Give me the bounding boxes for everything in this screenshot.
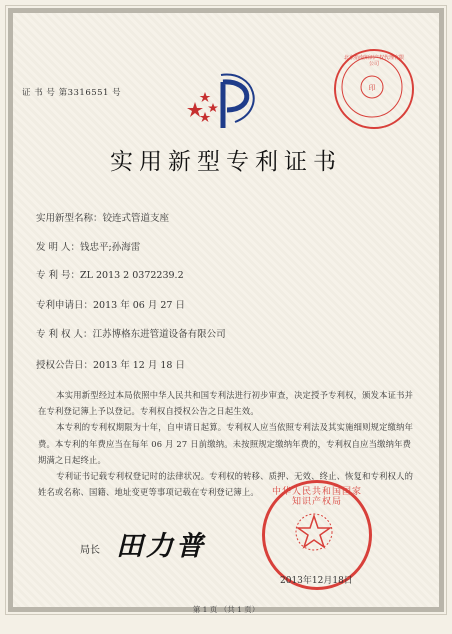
page-footer: 第 1 页 （共 1 页） (192, 605, 260, 614)
field-row (36, 267, 184, 281)
field-row (36, 239, 140, 253)
field-label: 专 利 权 人： (36, 329, 93, 340)
field-value: 2013 年 06 月 27 日 (93, 300, 185, 311)
field-row (36, 357, 185, 371)
field-row (36, 297, 185, 311)
body-paragraph: 本实用新型经过本局依照中华人民共和国专利法进行初步审查，决定授予专利权，颁发本证书并在专利登记簿上予以登记。专利权自授权公告之日起生效。 (38, 390, 414, 417)
field-label: 专 利 号： (36, 270, 81, 281)
field-label: 专利申请日： (36, 300, 94, 311)
seal-date: 2013年12月18日 (280, 576, 353, 586)
field-row (36, 326, 226, 340)
certificate-title: 实用新型专利证书 (110, 149, 342, 175)
field-value: 江苏博格东进管道设备有限公司 (92, 329, 226, 340)
agency-stamp (334, 49, 414, 129)
certificate-number: 证 书 号 第3316551 号 (22, 88, 122, 98)
field-value: 铰连式管道支座 (102, 213, 170, 224)
body-paragraph: 本专利的专利权期限为十年，自申请日起算。专利权人应当依照专利法及其实施细则规定缴纳年费。本专利的年费应当在每年 06 月 27 日前缴纳。未按照规定缴纳年费的，专利权自应当缴纳年费期满之日起终止。 (38, 422, 414, 465)
agency-stamp-text: 北京指南知识产权代理有限公司 (344, 55, 405, 67)
official-seal-text: 中华人民共和国国家知识产权局 (271, 487, 362, 507)
field-value: ZL 2013 2 0372239.2 (80, 270, 184, 281)
field-row (36, 210, 169, 224)
field-label: 实用新型名称： (36, 213, 103, 224)
field-label: 授权公告日： (36, 360, 94, 371)
sipo-logo-icon (175, 70, 270, 135)
field-value: 2013 年 12 月 18 日 (93, 360, 185, 371)
director-signature: 田力普 (116, 531, 206, 562)
body-paragraph: 专利证书记载专利权登记时的法律状况。专利权的转移、质押、无效、终止、恢复和专利权人的姓名或名称、国籍、地址变更等事项记载在专利登记簿上。 (38, 471, 414, 498)
field-label: 发 明 人： (36, 242, 81, 253)
field-value: 钱忠平;孙海雷 (80, 242, 141, 253)
svg-text:印: 印 (368, 84, 376, 92)
signer-title: 局长 (80, 545, 100, 556)
